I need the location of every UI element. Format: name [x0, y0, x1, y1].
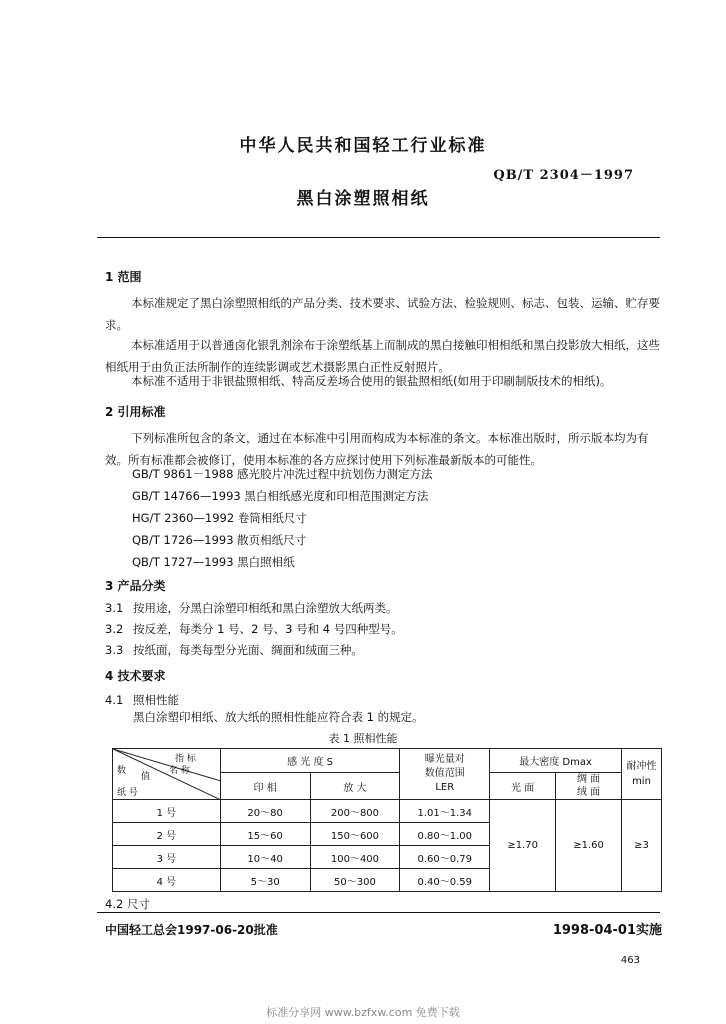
cell-print: 5～30	[220, 869, 310, 892]
cell-print: 10～40	[220, 846, 310, 869]
header-print: 印 相	[220, 773, 310, 800]
clause-number: 3.1	[105, 601, 124, 615]
section-4-heading: 4 技术要求	[105, 669, 166, 683]
header-silk-velvet: 绸 面 绒 面	[556, 773, 622, 800]
implementation-date: 1998-04-01实施	[552, 923, 662, 938]
cell-grade: 2 号	[113, 823, 221, 846]
cell-grade: 1 号	[113, 800, 221, 823]
issuing-authority-title: 中华人民共和国轻工行业标准	[239, 136, 487, 156]
cell-ler: 1.01～1.34	[400, 800, 490, 823]
header-divider	[97, 237, 660, 238]
clause-3-1	[105, 600, 398, 616]
diag-label-grade: 纸 号	[117, 788, 138, 798]
reference-standard-2: GB/T 14766—1993 黑白相纸感光度和印相范围测定方法	[132, 489, 429, 503]
table-caption: 表 1 照相性能	[328, 732, 398, 745]
cell-grade: 3 号	[113, 846, 221, 869]
section-3-heading: 3 产品分类	[105, 579, 166, 593]
cell-ler: 0.40～0.59	[400, 869, 490, 892]
document-title: 黑白涂塑照相纸	[296, 189, 430, 209]
cell-ler: 0.80～1.00	[400, 823, 490, 846]
cell-enlarge: 100～400	[310, 846, 400, 869]
cell-scratch: ≥3	[622, 800, 662, 892]
clause-text: 按纸面，每类每型分光面、绸面和绒面三种。	[133, 643, 363, 657]
standard-code: QB/T 2304－1997	[493, 168, 634, 183]
header-sensitivity: 感 光 度 S	[220, 749, 400, 773]
clause-number: 3.2	[105, 622, 124, 636]
footer-divider	[97, 912, 660, 913]
cell-dmax-silk: ≥1.60	[556, 800, 622, 892]
clause-4-1-text: 黑白涂塑印相纸、放大纸的照相性能应符合表 1 的规定。	[133, 710, 424, 724]
clause-number: 3.3	[105, 643, 124, 657]
header-enlarge: 放 大	[310, 773, 400, 800]
cell-dmax-glossy: ≥1.70	[490, 800, 556, 892]
cell-print: 20～80	[220, 800, 310, 823]
cell-enlarge: 200～800	[310, 800, 400, 823]
header-ler: 曝光量对 数值范围 LER	[400, 749, 490, 800]
reference-standard-3: HG/T 2360—1992 卷筒相纸尺寸	[132, 511, 307, 525]
diag-label-name: 名 称	[169, 766, 190, 776]
diag-label-indicator: 指 标	[175, 754, 196, 764]
section-1-paragraph-3: 本标准不适用于非银盐照相纸、特高反差场合使用的银盐照相纸(如用于印刷制版技术的相纸)。	[131, 374, 612, 388]
site-watermark: 标准分享网 www.bzfxw.com 免费下载	[266, 1006, 460, 1019]
clause-title: 照相性能	[133, 693, 179, 707]
page-number: 463	[620, 955, 640, 966]
cell-enlarge: 50～300	[310, 869, 400, 892]
clause-4-2: 4.2 尺寸	[105, 897, 150, 911]
section-1-paragraph-1: 本标准规定了黑白涂塑照相纸的产品分类、技术要求、试验方法、检验规则、标志、包装、运输、贮存要求。	[105, 296, 660, 332]
cell-grade: 4 号	[113, 869, 221, 892]
reference-standard-5: QB/T 1727—1993 黑白照相纸	[132, 555, 295, 569]
approval-date: 中国轻工总会1997-06-20批准	[105, 923, 278, 937]
section-1-heading: 1 范围	[105, 270, 142, 284]
section-2-paragraph: 下列标准所包含的条文，通过在本标准中引用而构成为本标准的条文。本标准出版时，所示版本均为有效。所有标准都会被修订，使用本标准的各方应探讨使用下列标准最新版本的可能性。	[105, 431, 649, 467]
header-dmax: 最大密度 Dmax	[490, 749, 622, 773]
table-diagonal-header-cell	[113, 749, 221, 800]
cell-ler: 0.60～0.79	[400, 846, 490, 869]
diag-label-value: 值	[141, 772, 151, 782]
section-2-heading: 2 引用标准	[105, 405, 166, 419]
section-1-paragraph-2: 本标准适用于以普通卤化银乳剂涂布于涂塑纸基上而制成的黑白接触印相相纸和黑白投影放大相纸，这些相纸用于由负正法所制作的连续影调或艺术摄影黑白正性反射照片。	[105, 338, 660, 374]
header-scratch-resistance: 耐冲性 min	[622, 749, 662, 800]
photographic-performance-table	[112, 748, 662, 892]
cell-enlarge: 150～600	[310, 823, 400, 846]
header-glossy: 光 面	[490, 773, 556, 800]
cell-print: 15～60	[220, 823, 310, 846]
clause-3-2	[105, 621, 403, 637]
clause-text: 按反差，每类分 1 号、2 号、3 号和 4 号四种型号。	[133, 622, 403, 636]
clause-number: 4.1	[105, 693, 124, 707]
clause-text: 按用途，分黑白涂塑印相纸和黑白涂塑放大纸两类。	[133, 601, 398, 615]
reference-standard-1: GB/T 9861－1988 感光胶片冲洗过程中抗划伤力测定方法	[132, 467, 433, 481]
clause-3-3	[105, 642, 363, 658]
table-row	[113, 800, 662, 823]
diag-label-num: 数	[117, 766, 127, 776]
reference-standard-4: QB/T 1726—1993 散页相纸尺寸	[132, 533, 307, 547]
